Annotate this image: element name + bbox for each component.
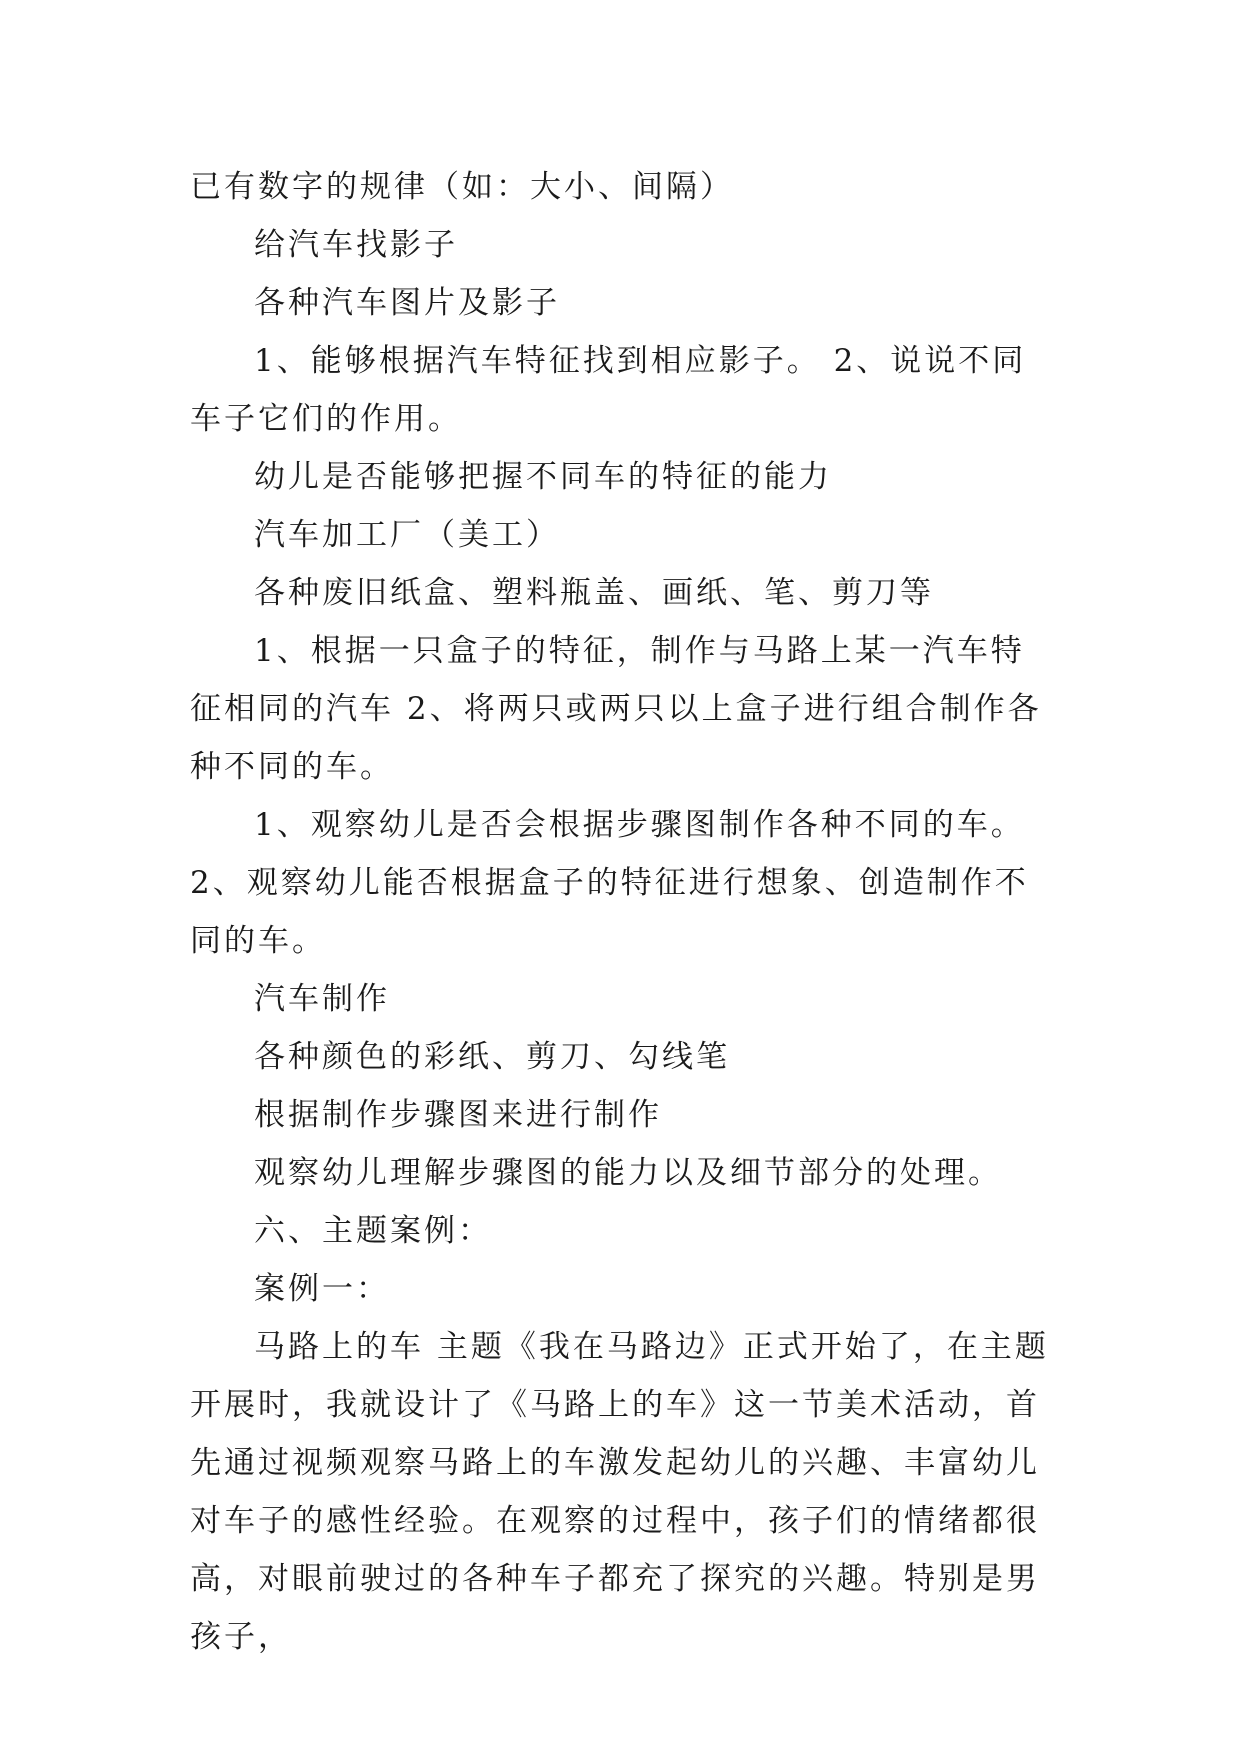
paragraph-6: 汽车加工厂（美工） — [254, 517, 560, 553]
paragraph-11: 各种颜色的彩纸、剪刀、勾线笔 — [254, 1039, 730, 1075]
paragraph-13: 观察幼儿理解步骤图的能力以及细节部分的处理。 — [254, 1155, 1002, 1191]
section-heading: 六、主题案例： — [254, 1213, 492, 1249]
paragraph-12: 根据制作步骤图来进行制作 — [254, 1097, 662, 1133]
paragraph-8: 1、根据一只盒子的特征，制作与马路上某一汽车特征相同的汽车 2、将两只或两只以上盒子进行组合制作各种不同的车。 — [190, 633, 1042, 785]
paragraph-10: 汽车制作 — [254, 981, 390, 1017]
paragraph-5: 幼儿是否能够把握不同车的特征的能力 — [254, 459, 832, 495]
case-body: 马路上的车 主题《我在马路边》正式开始了，在主题开展时，我就设计了《马路上的车》这一节美术活动，首先通过视频观察马路上的车激发起幼儿的兴趣、丰富幼儿 对车子的感性经验。在观察的过程中，孩子们的情绪都很高，对眼前驶过的各种车子都充了探究的兴趣。特别是男孩子， — [190, 1329, 1049, 1655]
document-page — [190, 158, 1052, 1666]
case-heading: 案例一： — [254, 1271, 390, 1307]
paragraph-9: 1、观察幼儿是否会根据步骤图制作各种不同的车。 2、观察幼儿能否根据盒子的特征进行想象、创造制作不同的车。 — [190, 807, 1029, 959]
paragraph-7: 各种废旧纸盒、塑料瓶盖、画纸、笔、剪刀等 — [254, 575, 934, 611]
paragraph-3: 各种汽车图片及影子 — [254, 285, 560, 321]
paragraph-2: 给汽车找影子 — [254, 227, 458, 263]
paragraph-4: 1、能够根据汽车特征找到相应影子。 2、说说不同车子它们的作用。 — [190, 343, 1027, 437]
paragraph-1: 已有数字的规律（如：大小、间隔） — [190, 169, 734, 205]
